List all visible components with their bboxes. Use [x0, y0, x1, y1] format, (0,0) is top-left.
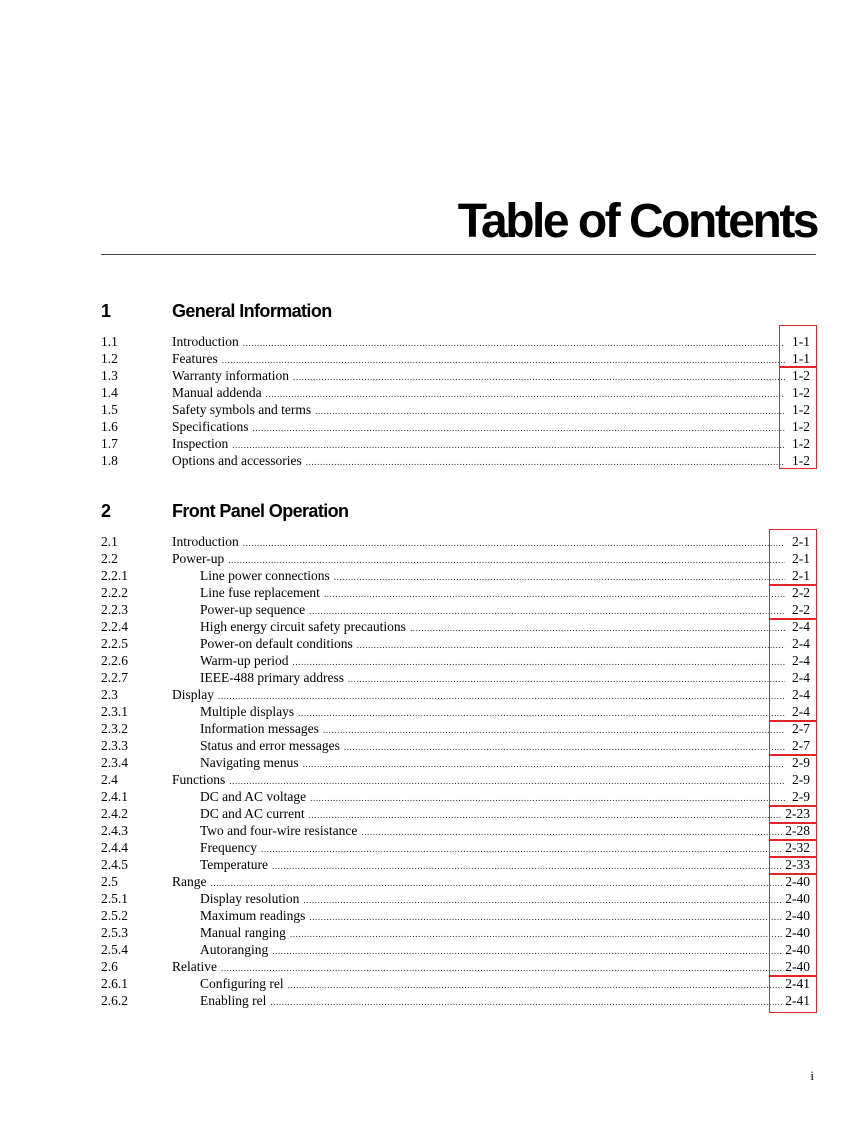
entry-label: Temperature: [200, 857, 269, 872]
toc-list-section-2: [101, 533, 816, 1009]
entry-number: 2.5.4: [101, 942, 128, 957]
entry-page: 2-9: [792, 755, 810, 770]
entry-number: 2.3.3: [101, 738, 128, 753]
entry-number: 2.1: [101, 534, 118, 549]
entry-page: 2-1: [792, 551, 810, 566]
entry-label: High energy circuit safety precautions: [200, 619, 406, 634]
entry-page: 2-40: [785, 874, 810, 889]
entry-page: 1-2: [792, 436, 810, 451]
entry-page: 2-4: [792, 704, 810, 719]
toc-entry[interactable]: [101, 873, 816, 890]
entry-number: 2.4: [101, 772, 118, 787]
entry-number: 2.2.7: [101, 670, 128, 685]
entry-label: Range: [172, 874, 207, 889]
entry-number: 2.4.2: [101, 806, 128, 821]
entry-page: 1-2: [792, 385, 810, 400]
toc-entry[interactable]: [101, 754, 816, 771]
highlight-box: [769, 755, 817, 806]
entry-label: Two and four-wire resistance: [200, 823, 358, 838]
entry-number: 2.5: [101, 874, 118, 889]
title-rule: [101, 254, 816, 255]
toc-entry[interactable]: [101, 805, 816, 822]
entry-number: 2.3: [101, 687, 118, 702]
entry-page: 2-4: [792, 653, 810, 668]
entry-number: 1.6: [101, 419, 118, 434]
toc-entry[interactable]: [101, 703, 816, 720]
entry-page: 1-1: [792, 334, 810, 349]
entry-label: Maximum readings: [200, 908, 306, 923]
entry-label: Navigating menus: [200, 755, 299, 770]
highlight-box: [769, 840, 817, 857]
entry-page: 2-40: [785, 925, 810, 940]
entry-number: 2.2: [101, 551, 118, 566]
page-number: i: [810, 1068, 814, 1083]
toc-entry[interactable]: [101, 584, 816, 601]
section-heading-1: [101, 301, 816, 327]
toc-entry[interactable]: [101, 635, 816, 652]
highlight-box: [769, 529, 817, 585]
highlight-box: [769, 585, 817, 619]
entry-label: Specifications: [172, 419, 249, 434]
entry-label: Line fuse replacement: [200, 585, 320, 600]
entry-label: Functions: [172, 772, 226, 787]
highlight-box: [769, 857, 817, 874]
entry-label: Power-on default conditions: [200, 636, 353, 651]
entry-label: DC and AC current: [200, 806, 305, 821]
toc-entry[interactable]: [101, 822, 816, 839]
entry-label: Features: [172, 351, 218, 366]
highlight-box: [769, 806, 817, 823]
entry-page: 1-2: [792, 419, 810, 434]
section-number: 2: [101, 501, 111, 521]
entry-number: 2.4.3: [101, 823, 128, 838]
toc-entry[interactable]: [101, 856, 816, 873]
entry-page: 2-41: [785, 976, 810, 991]
toc-entry[interactable]: [101, 333, 816, 350]
toc-entry[interactable]: [101, 567, 816, 584]
toc-entry[interactable]: [101, 601, 816, 618]
toc-entry[interactable]: [101, 550, 816, 567]
toc-entry[interactable]: [101, 669, 816, 686]
entry-number: 2.6: [101, 959, 118, 974]
section-title: General Information: [172, 301, 332, 321]
entry-number: 2.4.1: [101, 789, 128, 804]
highlight-box: [779, 325, 817, 367]
entry-page: 2-9: [792, 772, 810, 787]
highlight-box: [769, 721, 817, 755]
entry-label: Frequency: [200, 840, 257, 855]
entry-page: 2-9: [792, 789, 810, 804]
entry-page: 2-1: [792, 534, 810, 549]
entry-label: Safety symbols and terms: [172, 402, 312, 417]
entry-number: 2.2.5: [101, 636, 128, 651]
entry-page: 2-28: [785, 823, 810, 838]
toc-entry[interactable]: [101, 533, 816, 550]
entry-number: 1.2: [101, 351, 118, 366]
entry-label: Power-up: [172, 551, 225, 566]
entry-page: 2-41: [785, 993, 810, 1008]
toc-entry[interactable]: [101, 924, 816, 941]
entry-label: Warm-up period: [200, 653, 289, 668]
entry-page: 1-2: [792, 453, 810, 468]
toc-entry[interactable]: [101, 737, 816, 754]
highlight-box: [769, 619, 817, 721]
entry-number: 2.2.2: [101, 585, 128, 600]
entry-number: 2.2.6: [101, 653, 128, 668]
toc-entry[interactable]: [101, 788, 816, 805]
entry-label: Introduction: [172, 534, 239, 549]
entry-label: IEEE-488 primary address: [200, 670, 344, 685]
entry-label: Display: [172, 687, 214, 702]
entry-label: Line power connections: [200, 568, 330, 583]
toc-entry[interactable]: [101, 890, 816, 907]
entry-page: 2-40: [785, 959, 810, 974]
entry-number: 2.3.2: [101, 721, 128, 736]
entry-page: 2-1: [792, 568, 810, 583]
entry-number: 2.5.2: [101, 908, 128, 923]
entry-number: 1.7: [101, 436, 118, 451]
entry-page: 2-40: [785, 908, 810, 923]
entry-number: 2.6.2: [101, 993, 128, 1008]
entry-page: 2-2: [792, 585, 810, 600]
dot-leader: [306, 454, 785, 471]
section-title: Front Panel Operation: [172, 501, 349, 521]
entry-number: 2.3.1: [101, 704, 128, 719]
entry-page: 2-7: [792, 721, 810, 736]
entry-number: 2.5.1: [101, 891, 128, 906]
toc-entry[interactable]: [101, 401, 816, 418]
entry-number: 1.4: [101, 385, 118, 400]
entry-page: 2-4: [792, 670, 810, 685]
entry-page: 2-32: [785, 840, 810, 855]
entry-label: Options and accessories: [172, 453, 302, 468]
entry-number: 2.2.4: [101, 619, 128, 634]
toc-entry[interactable]: [101, 384, 816, 401]
toc-entry[interactable]: [101, 435, 816, 452]
highlight-box: [769, 976, 817, 1013]
entry-label: Information messages: [200, 721, 319, 736]
dot-leader: [270, 994, 782, 1011]
toc-list-section-1: [101, 333, 816, 469]
entry-number: 2.2.1: [101, 568, 128, 583]
entry-page: 2-7: [792, 738, 810, 753]
entry-number: 1.1: [101, 334, 118, 349]
toc-entry[interactable]: [101, 907, 816, 924]
toc-entry[interactable]: [101, 618, 816, 635]
entry-label: DC and AC voltage: [200, 789, 307, 804]
entry-label: Display resolution: [200, 891, 300, 906]
highlight-box: [769, 874, 817, 976]
toc-entry[interactable]: [101, 350, 816, 367]
highlight-box: [779, 367, 817, 469]
section-number: 1: [101, 301, 111, 321]
page-title: Table of Contents: [457, 195, 817, 248]
entry-label: Manual addenda: [172, 385, 262, 400]
entry-label: Inspection: [172, 436, 229, 451]
entry-page: 2-4: [792, 636, 810, 651]
entry-label: Enabling rel: [200, 993, 267, 1008]
entry-page: 2-4: [792, 687, 810, 702]
section-heading-2: [101, 501, 816, 527]
highlight-box: [769, 823, 817, 840]
toc-entry[interactable]: [101, 418, 816, 435]
entry-page: 2-33: [785, 857, 810, 872]
entry-label: Warranty information: [172, 368, 289, 383]
toc-entry[interactable]: [101, 958, 816, 975]
entry-label: Autoranging: [200, 942, 269, 957]
toc-entry[interactable]: [101, 452, 816, 469]
entry-number: 1.5: [101, 402, 118, 417]
entry-label: Relative: [172, 959, 217, 974]
entry-page: 2-23: [785, 806, 810, 821]
toc-entry[interactable]: [101, 975, 816, 992]
entry-number: 2.3.4: [101, 755, 128, 770]
toc-entry[interactable]: [101, 367, 816, 384]
toc-entry[interactable]: [101, 771, 816, 788]
entry-number: 2.6.1: [101, 976, 128, 991]
entry-page: 2-2: [792, 602, 810, 617]
entry-number: 2.4.5: [101, 857, 128, 872]
entry-page: 2-40: [785, 942, 810, 957]
entry-label: Status and error messages: [200, 738, 340, 753]
entry-number: 1.8: [101, 453, 118, 468]
entry-number: 1.3: [101, 368, 118, 383]
entry-label: Multiple displays: [200, 704, 295, 719]
entry-label: Manual ranging: [200, 925, 286, 940]
entry-number: 2.2.3: [101, 602, 128, 617]
entry-label: Introduction: [172, 334, 239, 349]
entry-page: 1-2: [792, 402, 810, 417]
entry-page: 1-1: [792, 351, 810, 366]
entry-label: Power-up sequence: [200, 602, 306, 617]
entry-number: 2.4.4: [101, 840, 128, 855]
entry-page: 1-2: [792, 368, 810, 383]
toc-entry[interactable]: [101, 992, 816, 1009]
entry-page: 2-4: [792, 619, 810, 634]
toc-entry[interactable]: [101, 839, 816, 856]
toc-entry[interactable]: [101, 941, 816, 958]
toc-entry[interactable]: [101, 652, 816, 669]
toc-entry[interactable]: [101, 686, 816, 703]
entry-label: Configuring rel: [200, 976, 284, 991]
toc-entry[interactable]: [101, 720, 816, 737]
entry-number: 2.5.3: [101, 925, 128, 940]
entry-page: 2-40: [785, 891, 810, 906]
